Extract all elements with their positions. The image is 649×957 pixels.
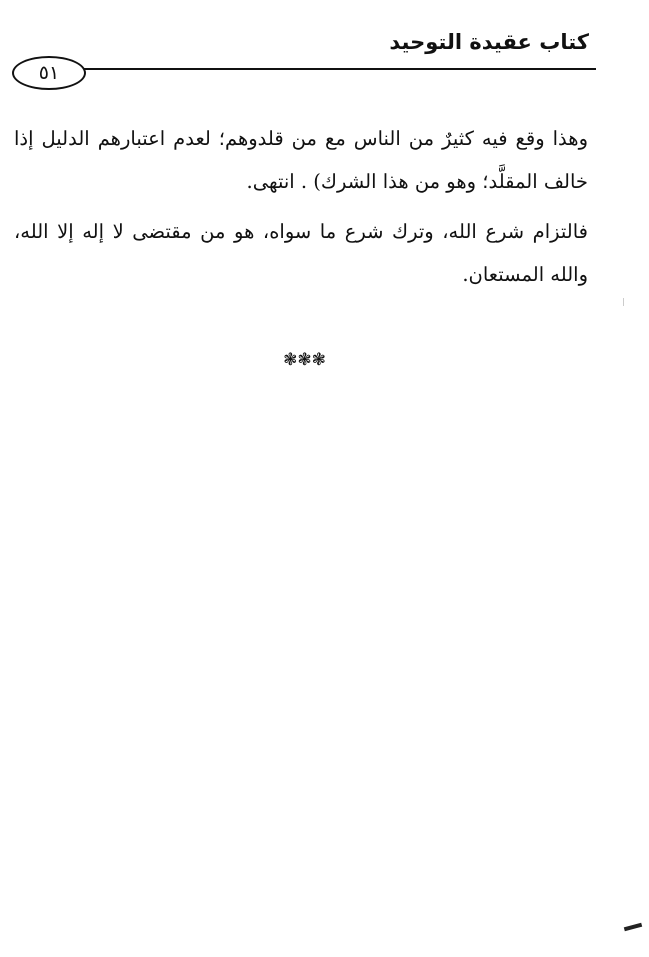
- paragraph-2: فالتزام شرع الله، وترك شرع ما سواه، هو من مقتضى لا إله إلا الله، والله المستعان.: [14, 220, 588, 286]
- scan-mark: [624, 923, 642, 932]
- page-number: ٥١: [12, 56, 86, 90]
- header-rule: [84, 68, 596, 70]
- book-title: كتاب عقيدة التوحيد: [389, 30, 589, 54]
- section-separator: ❃❃❃: [283, 350, 326, 370]
- scan-mark: [623, 298, 624, 306]
- paragraph-1: وهذا وقع فيه كثيرٌ من الناس مع من قلدوهم؛ لعدم اعتبارهم الدليل إذا خالف المقلَّد؛ وهو من هذا الشرك) . انتهى.: [14, 127, 588, 193]
